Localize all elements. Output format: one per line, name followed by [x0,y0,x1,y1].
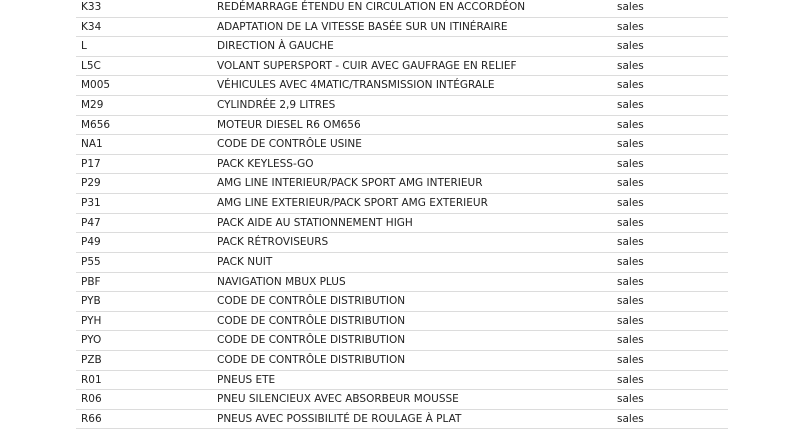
table-row [76,155,728,175]
option-description: AMG LINE INTERIEUR/PACK SPORT AMG INTERIEUR [217,177,483,190]
option-description: CODE DE CONTRÔLE DISTRIBUTION [217,314,406,327]
table-row [76,410,728,429]
table-row [76,194,728,214]
option-code: PYH [81,314,102,327]
table-row [76,273,728,293]
option-source: sales [617,20,644,33]
option-source: sales [617,236,644,249]
option-source: sales [617,393,644,406]
option-code: L5C [81,59,101,72]
option-description: VÉHICULES AVEC 4MATIC/TRANSMISSION INTÉGRALE [217,79,495,92]
option-source: sales [617,216,644,229]
option-code: R01 [81,373,102,386]
option-code: P31 [81,197,101,210]
option-code: P49 [81,236,101,249]
option-description: CYLINDRÉE 2,9 LITRES [217,99,336,112]
option-description: ADAPTATION DE LA VITESSE BASÉE SUR UN ITINÉRAIRE [217,20,508,33]
option-code: P47 [81,216,101,229]
option-description: PACK NUIT [217,255,273,268]
table-row [76,331,728,351]
option-description: AMG LINE EXTERIEUR/PACK SPORT AMG EXTERIEUR [217,197,488,210]
option-code: PBF [81,275,101,288]
table-row [76,96,728,116]
option-source: sales [617,177,644,190]
option-description: VOLANT SUPERSPORT - CUIR AVEC GAUFRAGE EN RELIEF [217,59,517,72]
table-row [76,174,728,194]
table-row [76,312,728,332]
option-code: R66 [81,412,102,425]
option-description: PACK KEYLESS-GO [217,157,314,170]
options-table [76,0,728,429]
option-code: L [81,40,87,53]
option-code: P55 [81,255,101,268]
option-code: PYO [81,334,102,347]
option-source: sales [617,255,644,268]
option-description: MOTEUR DIESEL R6 OM656 [217,118,361,131]
option-source: sales [617,59,644,72]
option-code: M29 [81,99,104,112]
option-code: M656 [81,118,111,131]
option-source: sales [617,197,644,210]
option-code: NA1 [81,138,103,151]
option-source: sales [617,353,644,366]
option-description: PNEUS ETE [217,373,276,386]
table-row [76,351,728,371]
option-source: sales [617,275,644,288]
table-row [76,76,728,96]
option-source: sales [617,412,644,425]
option-code: PZB [81,353,102,366]
option-source: sales [617,99,644,112]
option-code: K34 [81,20,102,33]
option-code: M005 [81,79,111,92]
table-row [76,233,728,253]
table-row [76,37,728,57]
table-row [76,116,728,136]
option-source: sales [617,314,644,327]
option-description: DIRECTION À GAUCHE [217,40,334,53]
table-row [76,390,728,410]
table-row [76,253,728,273]
option-source: sales [617,79,644,92]
table-row [76,135,728,155]
option-code: PYB [81,295,101,308]
table-row [76,292,728,312]
option-description: PNEUS AVEC POSSIBILITÉ DE ROULAGE À PLAT [217,412,462,425]
option-code: P17 [81,157,101,170]
option-code: K33 [81,1,102,13]
option-source: sales [617,1,644,13]
option-source: sales [617,157,644,170]
option-description: CODE DE CONTRÔLE DISTRIBUTION [217,295,406,308]
option-source: sales [617,334,644,347]
option-description: REDÉMARRAGE ÉTENDU EN CIRCULATION EN ACCORDÉON [217,1,526,13]
option-source: sales [617,295,644,308]
option-description: PACK AIDE AU STATIONNEMENT HIGH [217,216,413,229]
option-description: PNEU SILENCIEUX AVEC ABSORBEUR MOUSSE [217,393,459,406]
option-source: sales [617,118,644,131]
table-row [76,57,728,77]
option-description: CODE DE CONTRÔLE USINE [217,138,362,151]
option-description: NAVIGATION MBUX PLUS [217,275,346,288]
option-source: sales [617,373,644,386]
table-row [76,0,728,18]
table-row [76,214,728,234]
table-row [76,18,728,38]
option-code: P29 [81,177,101,190]
option-description: CODE DE CONTRÔLE DISTRIBUTION [217,334,406,347]
option-code: R06 [81,393,102,406]
table-row [76,371,728,391]
option-source: sales [617,40,644,53]
option-description: PACK RÉTROVISEURS [217,236,329,249]
option-description: CODE DE CONTRÔLE DISTRIBUTION [217,353,406,366]
option-source: sales [617,138,644,151]
